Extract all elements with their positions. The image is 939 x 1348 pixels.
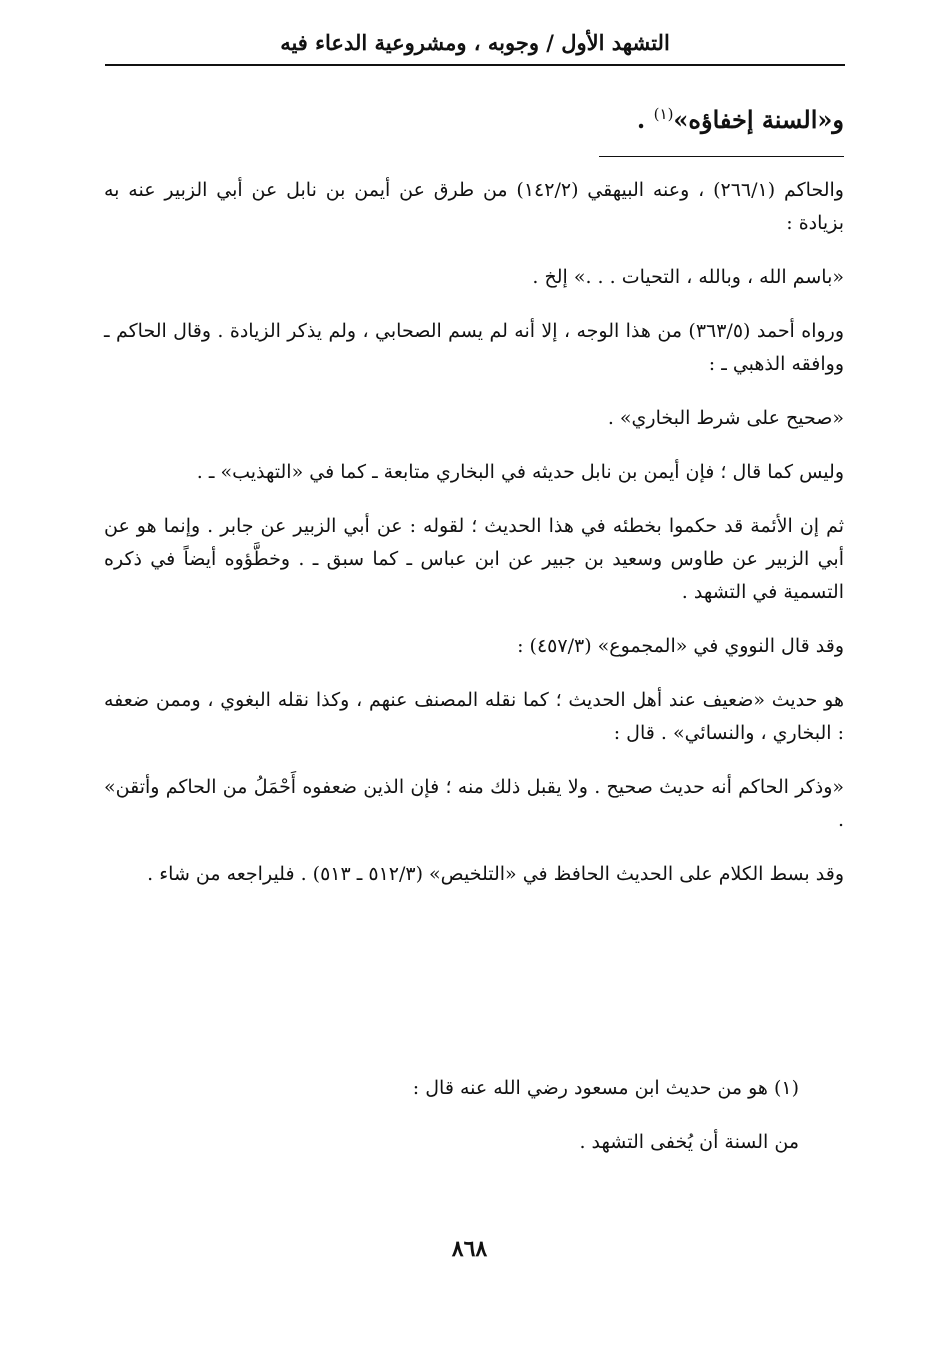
header-rule — [105, 64, 845, 66]
page-number: ٨٦٨ — [451, 1236, 488, 1262]
footnote — [139, 1072, 799, 1180]
footnote-line: (١) هو من حديث ابن مسعود رضي الله عنه قال : — [412, 1077, 799, 1099]
main-text: و«السنة إخفاؤه» — [673, 105, 844, 134]
paragraph: هو حديث «ضعيف عند أهل الحديث ؛ كما نقله المصنف عنهم ، وكذا نقله البغوي ، وممن ضعفه : البخاري ، والنسائي» . قال : — [104, 689, 844, 744]
paragraph: ورواه أحمد (٣٦٣/٥) من هذا الوجه ، إلا أنه لم يسم الصحابي ، ولم يذكر الزيادة . وقال الحاكم ـ ووافقه الذهبي ـ : — [104, 320, 844, 375]
running-header: التشهد الأول / وجوبه ، ومشروعية الدعاء فيه — [280, 30, 670, 55]
main-text-line — [637, 94, 844, 140]
paragraph: وقد قال النووي في «المجموع» (٤٥٧/٣) : — [517, 635, 844, 657]
paragraph: وقد بسط الكلام على الحديث الحافظ في «التلخيص» (٥١٢/٣ ـ ٥١٣) . فليراجعه من شاء . — [147, 863, 844, 885]
paragraph: «وذكر الحاكم أنه حديث صحيح . ولا يقبل ذلك منه ؛ فإن الذين ضعفوه أَحْمَلُ من الحاكم وأتقن» . — [104, 776, 844, 831]
main-text-end: . — [636, 105, 654, 134]
commentary-text — [104, 174, 844, 891]
footnote-line: من السنة أن يُخفى التشهد . — [579, 1131, 799, 1153]
footnote-marker[interactable]: (١) — [653, 105, 674, 123]
paragraph: والحاكم (٢٦٦/١) ، وعنه البيهقي (١٤٢/٢) من طرق عن أيمن بن نابل عن أبي الزبير عنه به بزيادة : — [104, 179, 844, 234]
paragraph: «باسم الله ، وبالله ، التحيات . . .» إلخ . — [532, 266, 844, 288]
footnote-separator — [599, 156, 844, 157]
paragraph: «صحيح على شرط البخاري» . — [607, 407, 844, 429]
paragraph: ثم إن الأئمة قد حكموا بخطئه في هذا الحديث ؛ لقوله : عن أبي الزبير عن جابر . وإنما هو عن أبي الزبير عن طاوس وسعيد بن جبير عن ابن عباس ـ كما سبق ـ . وخطَّؤوه أيضاً في ذكره التسمية في التشهد . — [104, 515, 844, 603]
paragraph: وليس كما قال ؛ فإن أيمن بن نابل حديثه في البخاري متابعة ـ كما في «التهذيب» ـ . — [196, 461, 844, 483]
